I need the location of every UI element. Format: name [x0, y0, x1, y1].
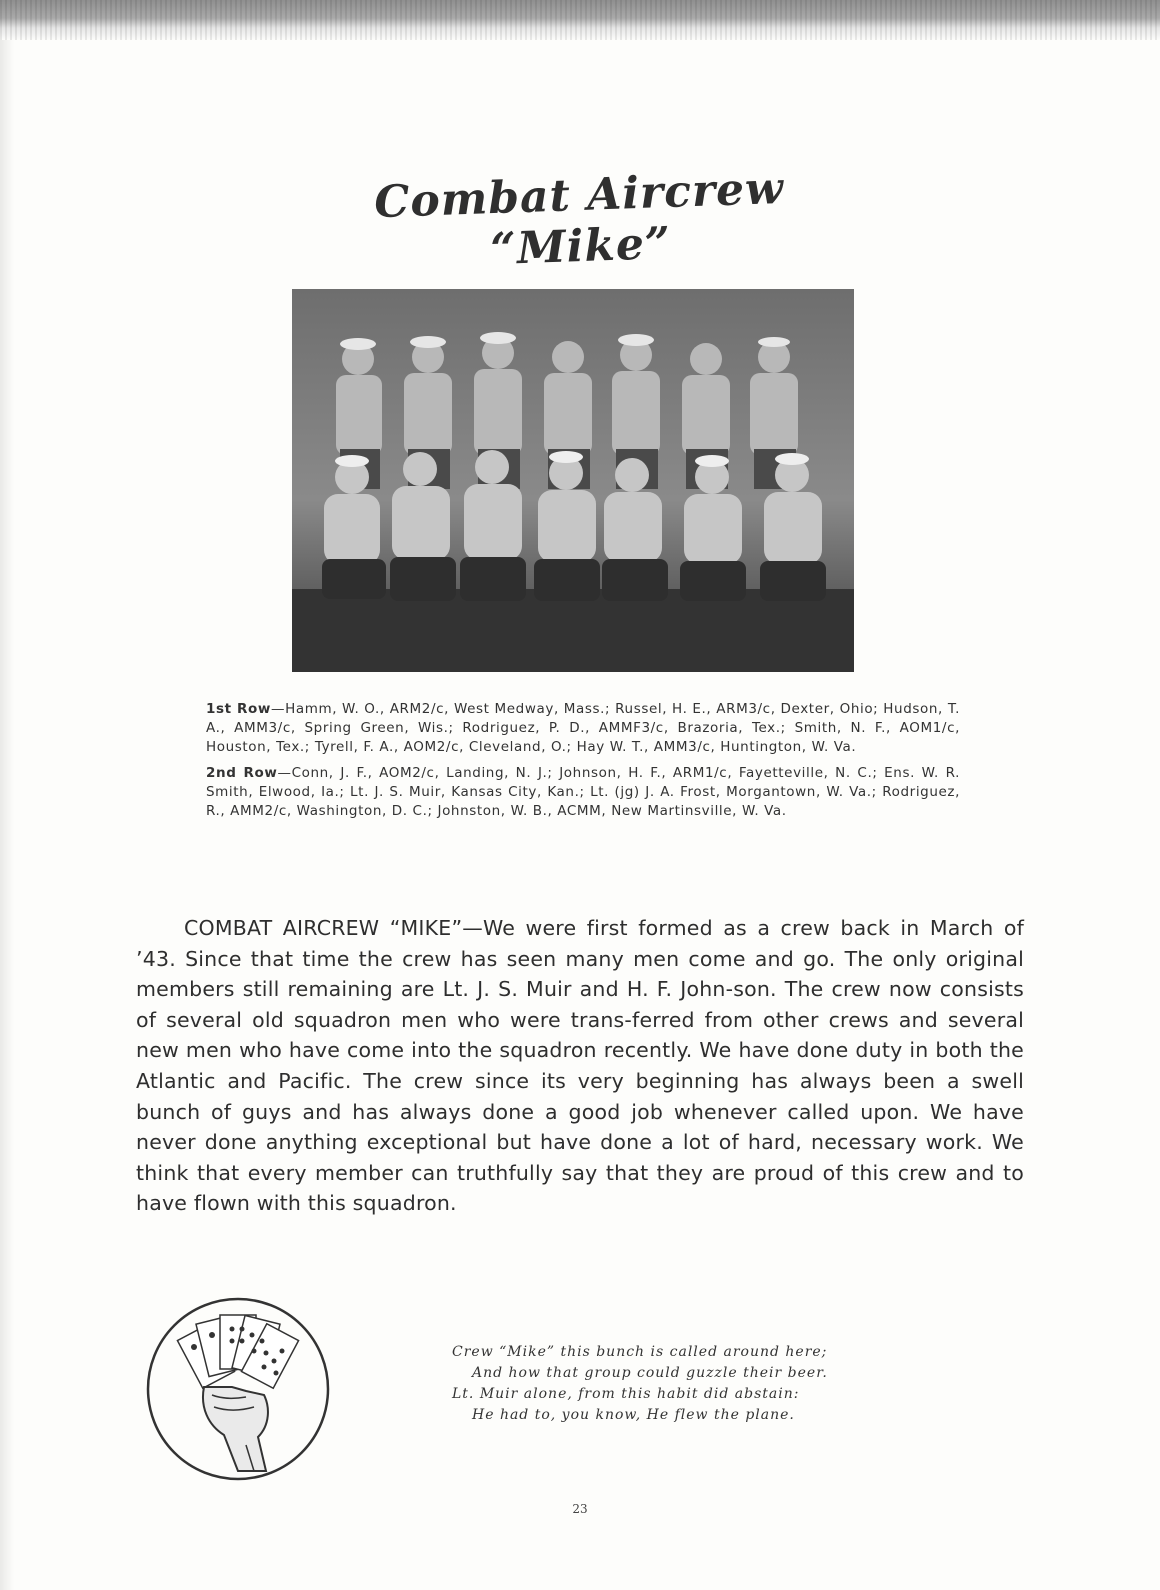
caption-row-1	[206, 700, 960, 757]
hand-holding-cards-insignia-icon	[142, 1295, 334, 1483]
caption-row-2	[206, 764, 960, 821]
poem-line-3: Lt. Muir alone, from this habit did abstain:	[452, 1386, 800, 1402]
poem-line-2: And how that group could guzzle their beer.	[472, 1365, 828, 1381]
crew-history-paragraph: COMBAT AIRCREW “MIKE”—We were first formed as a crew back in March of ’43. Since that time the crew has seen many men come and go. The only original members still remaining are Lt. J. S. Muir and H. F. John-son. The crew now consists of several old squadron men who were trans-ferred from other crews and several new men who have come into the squadron recently. We have done duty in both the Atlantic and Pacific. The crew since its very beginning has always been a swell bunch of guys and has always done a good job whenever called upon. We have never done anything exceptional but have done a lot of hard, necessary work. We think that every member can truthfully say that they are proud of this crew and to have flown with this squadron.	[136, 916, 1024, 1216]
row-1-label: 1st Row	[206, 701, 271, 717]
page-number: 23	[572, 1502, 588, 1516]
page-title: Combat Aircrew “Mike”	[373, 162, 785, 276]
photo-caption	[206, 700, 960, 828]
poem-line-1: Crew “Mike” this bunch is called around here;	[452, 1344, 828, 1360]
crew-poem	[452, 1342, 912, 1426]
crew-group-photo	[292, 289, 854, 672]
crew-group-photo-icon	[292, 289, 854, 672]
squadron-insignia	[142, 1295, 334, 1483]
row-2-label: 2nd Row	[206, 765, 278, 781]
row-2-names: —Conn, J. F., AOM2/c, Landing, N. J.; Johnson, H. F., ARM1/c, Fayetteville, N. C.; Ens. W. R. Smith, Elwood, Ia.; Lt. J. S. Muir, Kansas City, Kan.; Lt. (jg) J. A. Frost, Morgantown, W. Va.; Rodriguez, R., AMM2/c, Washington, D. C.; Johnston, W. B., ACMM, New Martinsville, W. Va.	[206, 765, 960, 819]
poem-line-4: He had to, you know, He flew the plane.	[472, 1407, 795, 1423]
scan-top-edge	[0, 0, 1160, 40]
row-1-names: —Hamm, W. O., ARM2/c, West Medway, Mass.; Russel, H. E., ARM3/c, Dexter, Ohio; Hudson, T. A., AMM3/c, Spring Green, Wis.; Rodriguez, P. D., AMMF3/c, Brazoria, Tex.; Smith, N. F., AOM1/c, Houston, Tex.; Tyrell, F. A., AOM2/c, Cleveland, O.; Hay W. T., AMM3/c, Huntington, W. Va.	[206, 701, 960, 755]
scan-left-shadow	[0, 40, 14, 1590]
